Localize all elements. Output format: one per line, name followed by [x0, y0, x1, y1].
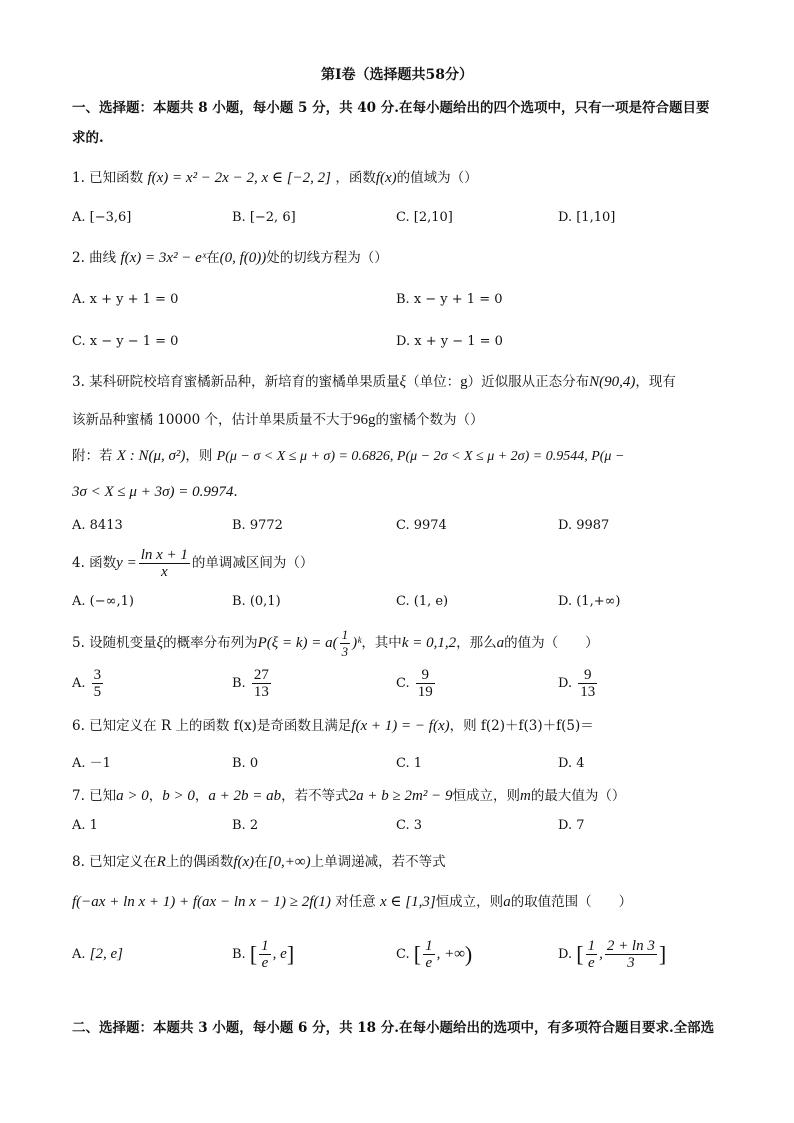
section1-instructions-cont: 求的. — [72, 130, 104, 146]
q3-note-probs-cont: 3σ < X ≤ μ + 3σ) = 0.9974 — [72, 484, 234, 500]
q3-unit: g — [460, 374, 468, 390]
question-3-note-cont — [72, 482, 238, 502]
q1-num: 1. 已知函数 — [72, 170, 144, 186]
q8-text-a: 8. 已知定义在 — [72, 854, 157, 870]
q6-option-d: D. 4 — [558, 756, 585, 771]
q5-num: 5. 设随机变量 — [72, 635, 157, 651]
q2-option-a: A. x + y + 1 = 0 — [72, 292, 179, 307]
q8-option-d-n: 1 — [587, 938, 596, 954]
q2-point: (0, f(0)) — [219, 250, 267, 266]
question-4 — [72, 546, 313, 580]
q3-text-a: 3. 某科研院校培育蜜橘新品种，新培育的蜜橘单果质量 — [72, 374, 400, 390]
q4-option-d: D. (1,+∞) — [558, 594, 621, 609]
q5-xi: ξ — [156, 635, 164, 651]
q3-text-b: （单位： — [406, 374, 461, 390]
q5-option-b-d: 13 — [253, 684, 269, 700]
q8-option-a — [72, 934, 123, 975]
q5-option-a-d: 5 — [93, 684, 102, 700]
q4-num: 4. 函数 — [72, 555, 117, 571]
q4-option-a: A. (−∞,1) — [72, 594, 134, 609]
question-3-line2 — [72, 410, 484, 430]
q8-R: R — [156, 854, 166, 870]
q5-option-d-label: D. — [558, 676, 573, 691]
q5-option-a — [72, 664, 105, 704]
q3-mass: 96g — [353, 412, 376, 428]
q5-option-c-frac — [416, 667, 435, 700]
q5-option-a-frac — [92, 667, 104, 700]
q8-option-d-label: D. — [558, 947, 573, 962]
q3-option-c: C. 9974 — [396, 518, 447, 533]
q7-text-f: 的最大值为（） — [530, 788, 626, 804]
q8-text-c: 在 — [254, 854, 268, 870]
q4-denominator: x — [160, 564, 168, 580]
q5-formula-b: )ᵏ — [352, 635, 362, 651]
q2-option-c: C. x − y − 1 = 0 — [72, 334, 179, 349]
question-8-line2 — [72, 892, 632, 912]
q7-option-a: A. 1 — [72, 818, 98, 833]
q5-option-c-d: 19 — [417, 684, 433, 700]
q6-option-b: B. 0 — [232, 756, 259, 771]
q3-text-d: ，现有 — [635, 374, 676, 390]
q5-option-c-n: 9 — [416, 667, 435, 684]
q6-num: 6. 已知定义在 R 上的函数 f(x)是奇函数且满足 — [72, 718, 352, 734]
q8-text-e: 对任意 — [335, 894, 376, 910]
q5-option-b-frac — [252, 667, 271, 700]
q7-m: m — [519, 788, 531, 804]
q3-text-f: 的蜜橘个数为（） — [375, 412, 484, 428]
q7-option-c: C. 3 — [396, 818, 423, 833]
q8-option-c-frac — [423, 938, 435, 971]
section1-instructions: 一、选择题：本题共 8 小题，每小题 5 分，共 40 分.在每小题给出的四个选项中，只有一项是符合题目要 — [72, 100, 710, 116]
q6-option-a: A. －1 — [72, 756, 111, 771]
q8-option-b: B. [ $\frac{1}{e}$ , e] — [232, 938, 295, 971]
q5-formula-a: P(ξ = k) = a( — [257, 635, 338, 651]
q2-formula: f(x) = 3x² − eˣ — [120, 250, 207, 266]
q6-formula: f(x + 1) = − f(x) — [351, 718, 450, 734]
q5-option-d — [558, 664, 599, 704]
q8-inequality: f(−ax + ln x + 1) + f(ax − ln x − 1) ≥ 2f(1) — [72, 894, 331, 910]
q8-option-d-d: e — [587, 955, 595, 971]
q8-text-f: 恒成立，则 — [435, 894, 504, 910]
q7-option-b: B. 2 — [232, 818, 259, 833]
question-2 — [72, 248, 388, 268]
q8-fx: f(x) — [233, 854, 255, 870]
q3-note-period: . — [233, 484, 238, 500]
question-1 — [72, 168, 478, 188]
question-6 — [72, 716, 594, 736]
q8-option-b-rest: , e — [272, 946, 287, 962]
q3-note-dist: X : N(μ, σ²) — [116, 448, 186, 464]
q7-option-d: D. 7 — [558, 818, 585, 833]
q1-option-c: C. [2,10] — [396, 210, 453, 225]
q5-fraction — [340, 627, 351, 660]
q2-text: 在 — [206, 250, 220, 266]
q3-note-probs: P(μ − σ < X ≤ μ + σ) = 0.6826, P(μ − 2σ < X ≤ μ + 2σ) = 0.9544, P(μ − — [216, 449, 625, 464]
q3-text-e: 该新品种蜜橘 10000 个，估计单果质量不大于 — [72, 412, 354, 428]
q1-formula: f(x) = x² − 2x − 2, x ∈ [−2, 2] — [147, 170, 332, 186]
q7-cond-4: 2a + b ≥ 2m² − 9 — [348, 788, 453, 804]
q5-option-a-label: A. — [72, 676, 86, 691]
question-7 — [72, 786, 625, 806]
q5-option-b-n: 27 — [253, 667, 269, 683]
q5-text2: ，其中 — [361, 635, 402, 651]
q5-option-b-label: B. — [232, 676, 246, 691]
q1-option-a: A. [−3,6] — [72, 210, 132, 225]
q8-option-b-n: 1 — [261, 938, 269, 954]
q7-text-b: ， — [148, 788, 163, 804]
q3-option-d: D. 9987 — [558, 518, 610, 533]
q8-option-b-label: B. — [232, 947, 246, 962]
q5-text3: ，那么 — [456, 635, 497, 651]
q7-text-a: 7. 已知 — [72, 788, 117, 804]
question-8 — [72, 852, 446, 872]
q5-option-c — [396, 664, 437, 704]
q8-option-c-n: 1 — [425, 938, 433, 954]
q5-option-a-n: 3 — [93, 667, 102, 683]
page-title: 第Ⅰ卷（选择题共58分） — [320, 67, 474, 83]
q4-fraction — [139, 547, 190, 580]
q3-text-c: ）近似服从正态分布 — [467, 374, 590, 390]
q3-note-a: 附：若 — [72, 448, 113, 464]
q5-k: k = 0,1,2 — [401, 635, 457, 651]
q7-text-c: ， — [194, 788, 209, 804]
q8-option-c-d: e — [425, 955, 433, 971]
section2-instructions: 二、选择题：本题共 3 小题，每小题 6 分，共 18 分.在每小题给出的选项中，有多项符合题目要求.全部选 — [72, 1020, 715, 1036]
q5-option-d-n: 9 — [578, 667, 597, 684]
q8-option-a-text: [2, e] — [89, 946, 124, 962]
q4-numerator: ln x + 1 — [140, 547, 188, 563]
q8-option-d-n2: 2 + ln 3 — [606, 938, 655, 954]
q8-option-d-frac-1 — [586, 938, 598, 971]
q1-option-b: B. [−2, 6] — [232, 210, 296, 225]
q5-a: a — [496, 635, 505, 651]
q8-option-d: D. [ $\frac{1}{e}$ , $\frac{2 + \ln 3}{3}$ ] — [558, 938, 667, 971]
q6-option-c: C. 1 — [396, 756, 423, 771]
q8-option-d-frac-2 — [605, 938, 657, 971]
q1-option-d: D. [1,10] — [558, 210, 616, 225]
q2-option-b: B. x − y + 1 = 0 — [396, 292, 503, 307]
q7-cond-1: a > 0 — [116, 788, 149, 804]
q7-cond-2: b > 0 — [162, 788, 195, 804]
q6-text: ，则 f(2)＋f(3)＋f(5)＝ — [449, 718, 594, 734]
q5-text4: 的值为（ ） — [504, 635, 599, 651]
q3-option-a: A. 8413 — [72, 518, 123, 533]
q8-option-c-rest: , +∞ — [436, 946, 465, 962]
q8-text-d: 上单调递减，若不等式 — [310, 854, 446, 870]
q8-interval: [0,+∞) — [267, 854, 311, 870]
q4-y: y = — [116, 555, 137, 571]
q8-option-d-d2: 3 — [627, 955, 635, 971]
q5-option-c-label: C. — [396, 676, 410, 691]
q3-note-c: ，则 — [185, 448, 213, 464]
question-3 — [72, 372, 676, 392]
q7-text-d: ，若不等式 — [281, 788, 349, 804]
q8-text-g: 的取值范围（ ） — [510, 894, 633, 910]
q7-cond-3: a + 2b = ab — [208, 788, 282, 804]
q8-a: a — [503, 894, 511, 910]
q3-xi: ξ — [399, 374, 407, 390]
q4-text: 的单调减区间为（） — [191, 555, 314, 571]
q1-text: ，函数 — [335, 170, 376, 186]
q1-fx: f(x) — [375, 170, 397, 186]
q5-option-b — [232, 664, 273, 704]
question-5 — [72, 626, 599, 660]
q3-dist: N(90,4) — [589, 374, 636, 390]
q2-num: 2. 曲线 — [72, 250, 117, 266]
q5-text: 的概率分布列为 — [163, 635, 258, 651]
q5-option-d-frac — [578, 667, 597, 700]
q7-text-e: 恒成立，则 — [452, 788, 520, 804]
q3-option-b: B. 9772 — [232, 518, 283, 533]
q8-option-b-frac — [259, 938, 271, 971]
q8-option-c-label: C. — [396, 947, 410, 962]
q5-frac-n: 1 — [341, 627, 349, 642]
q1-text2: 的值域为（） — [396, 170, 478, 186]
q2-option-d: D. x + y − 1 = 0 — [396, 334, 503, 349]
question-3-note — [72, 446, 624, 467]
q5-frac-d: 3 — [341, 644, 349, 659]
q2-text2: 处的切线方程为（） — [266, 250, 388, 266]
q8-option-c: C. [ $\frac{1}{e}$ , +∞) — [396, 938, 473, 971]
q4-option-b: B. (0,1) — [232, 594, 281, 609]
q8-option-a-label: A. — [72, 947, 86, 962]
q4-option-c: C. (1, e) — [396, 594, 449, 609]
q8-domain: x ∈ [1,3] — [380, 894, 436, 910]
q8-text-b: 上的偶函数 — [165, 854, 234, 870]
q5-option-d-d: 13 — [580, 684, 596, 700]
q8-option-b-d: e — [261, 955, 269, 971]
